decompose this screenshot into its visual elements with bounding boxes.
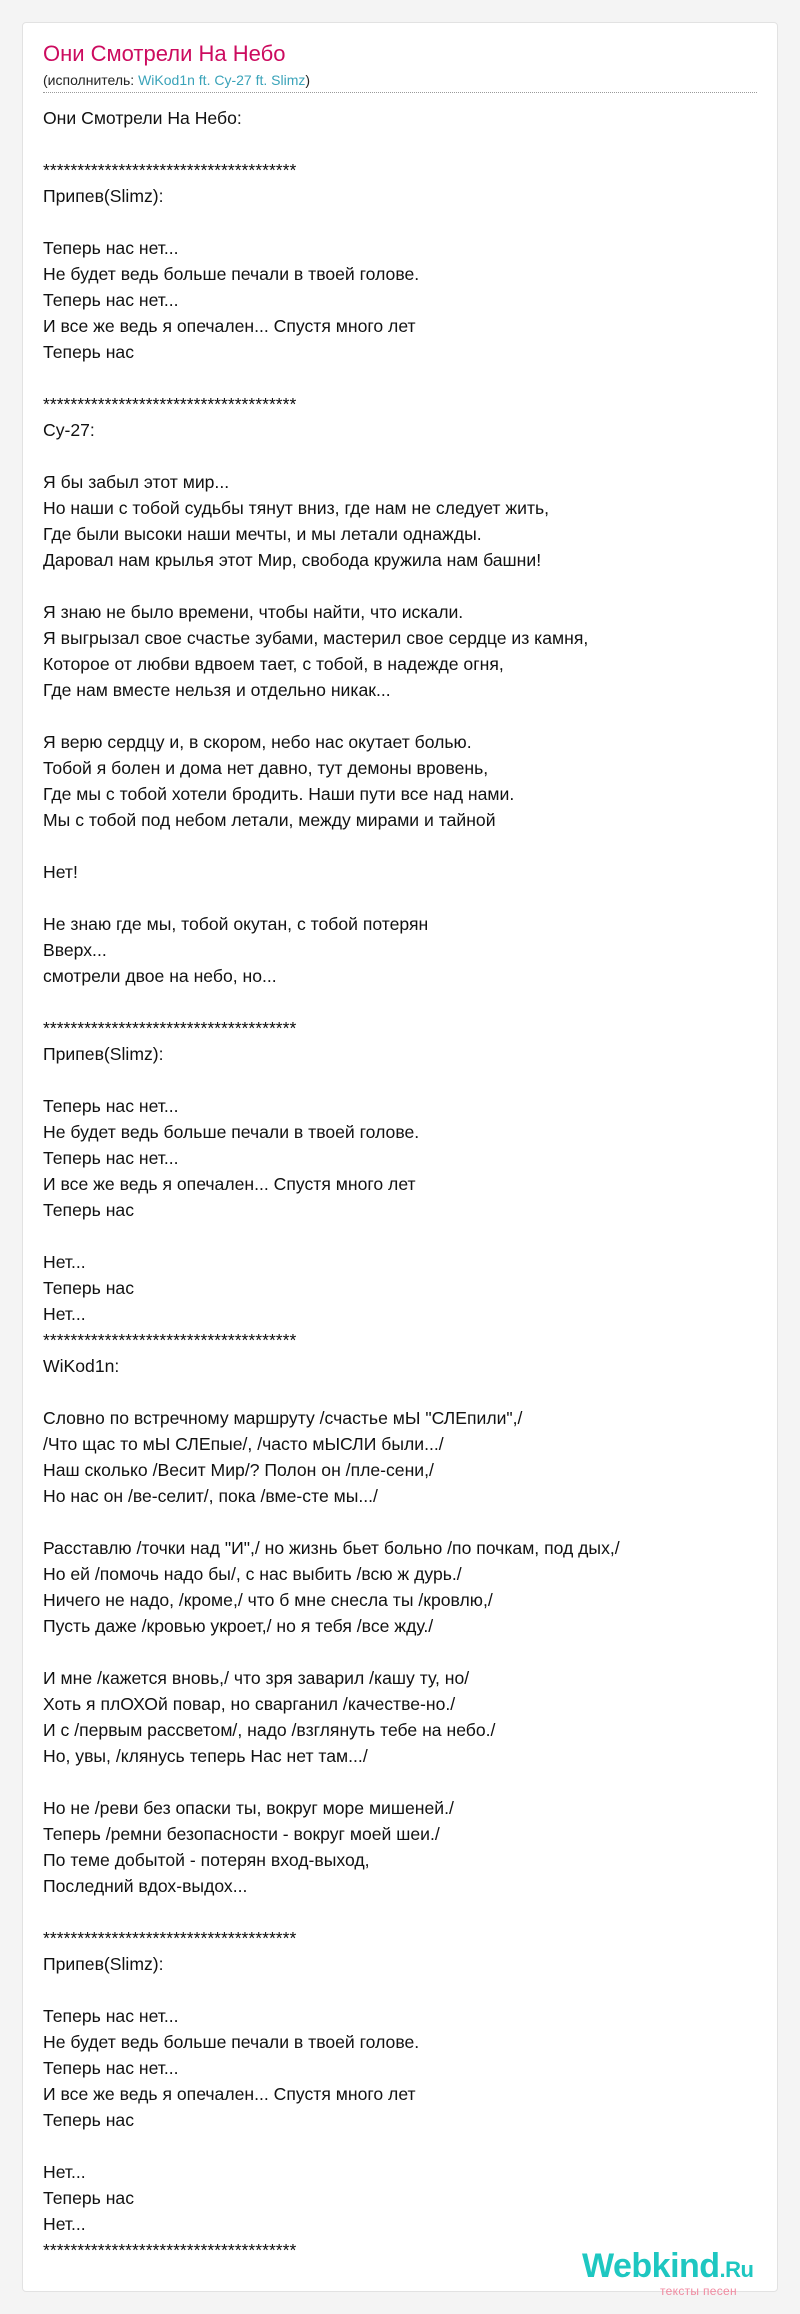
- lyrics-text: Они Смотрели На Небо: ************************************* Припев(Slimz): Теперь нас нет... Не будет ведь больше печали в твоей голове. Теперь нас нет... И все же ведь я опечален... Спустя много лет Теперь нас ************************************* Су-27: Я бы забыл этот мир... Но наши с тобой судьбы тянут вниз, где нам не следует жить, Где были высоки наши мечты, и мы летали однажды. Даровал нам крылья этот Мир, свобода кружила нам башни! Я знаю не было времени, чтобы найти, что искали. Я выгрызал свое счастье зубами, мастерил свое сердце из камня, Которое от любви вдвоем тает, с тобой, в надежде огня, Где нам вместе нельзя и отдельно никак... Я верю сердцу и, в скором, небо нас окутает болью. Тобой я болен и дома нет давно, тут демоны вровень, Где мы с тобой хотели бродить. Наши пути все над нами. Мы с тобой под небом летали, между мирами и тайной Нет! Не знаю где мы, тобой окутан, с тобой потерян Вверх... смотрели двое на небо, но... ************************************* Припев(Slimz): Теперь нас нет... Не будет ведь больше печали в твоей голове. Теперь нас нет... И все же ведь я опечален... Спустя много лет Теперь нас Нет... Теперь нас Нет... ************************************* WiKod1n: Словно по встречному маршруту /счастье мЫ "СЛЕпили",/ /Что щас то мЫ СЛЕпые/, /часто мЫСЛИ были.../ Наш сколько /Весит Мир/? Полон он /пле-сени,/ Но нас он /ве-селит/, пока /вме-сте мы.../ Расставлю /точки над "И",/ но жизнь бьет больно /по почкам, под дых,/ Но ей /помочь надо бы/, с нас выбить /всю ж дурь./ Ничего не надо, /кроме,/ что б мне снесла ты /кровлю,/ Пусть даже /кровью укроет,/ но я тебя /все жду./ И мне /кажется вновь,/ что зря заварил /кашу ту, но/ Хоть я плОХОй повар, но сварганил /качестве-но./ И с /первым рассветом/, надо /взглянуть тебе на небо./ Но, увы, /клянусь теперь Нас нет там.../ Но не /реви без опаски ты, вокруг море мишеней./ Теперь /ремни безопасности - вокруг моей шеи./ По теме добытой - потерян вход-выход, Последний вдох-выдох... ************************************* Припев(Slimz): Теперь нас нет... Не будет ведь больше печали в твоей голове. Теперь нас нет... И все же ведь я опечален... Спустя много лет Теперь нас Нет... Теперь нас Нет... *************************************: [43, 108, 620, 2260]
- lyrics-card: [22, 22, 778, 2292]
- webkind-logo[interactable]: [582, 2248, 782, 2300]
- byline-prefix: (исполнитель:: [43, 72, 139, 88]
- artist-byline: [43, 71, 310, 89]
- song-title: Они Смотрели На Небо: [43, 41, 286, 66]
- logo-wordmark: [582, 2248, 754, 2288]
- logo-suffix: .Ru: [719, 2257, 754, 2282]
- logo-tagline: тексты песен: [660, 2284, 737, 2298]
- logo-name: Webkind: [582, 2247, 720, 2285]
- dotted-divider: [43, 92, 757, 93]
- artist-link[interactable]: WiKod1n ft. Су-27 ft. Slimz: [138, 72, 306, 88]
- byline-suffix: ): [305, 72, 311, 88]
